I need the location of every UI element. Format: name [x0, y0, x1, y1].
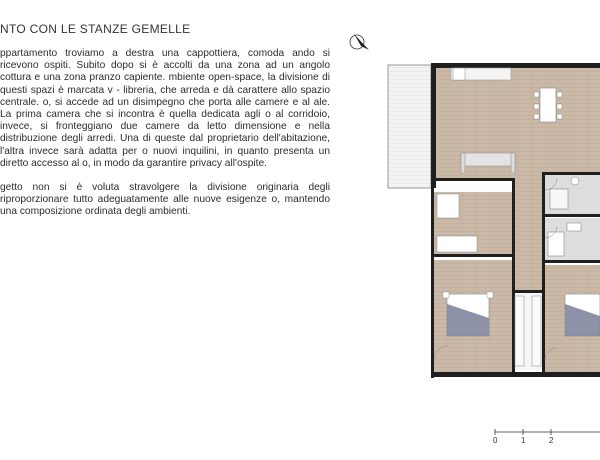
- wardrobe: [515, 296, 524, 366]
- floor-plan: [385, 60, 600, 380]
- wall: [431, 63, 436, 188]
- wardrobe: [532, 296, 541, 366]
- description: [0, 48, 330, 219]
- living-area-floor: [435, 68, 600, 178]
- scale-bar: [485, 425, 600, 455]
- nightstand: [443, 292, 449, 298]
- scale-label: 0: [493, 436, 498, 445]
- scale-label: 2: [549, 436, 554, 445]
- wall: [431, 63, 600, 68]
- study-desk: [437, 194, 459, 218]
- sofa-arm: [461, 153, 465, 173]
- wall: [542, 172, 545, 372]
- wall: [545, 172, 600, 175]
- wall: [431, 372, 600, 377]
- description-paragraph: ppartamento troviamo a destra una cappottiera, comoda ando si ricevono ospiti. Subito dopo si è accolti da una zona ad un angolo cottura e una zona pranzo capiente. mbiente open-space, la divisione di questi spazi è marcata v - libreria, che arreda e dà carattere allo spazio centrale. o, si accede ad un disimpegno che porta alle camere e al ale. La prima camera che si incontra è quella dedicata agli o al corridoio, invece, si fronteggiano due camere da letto dimensione e nella distribuzione degli arredi. Una di queste dal proprietario dell'abitazione, l'altra invece sarà adatta per o nuovi inquilini, in quanto presenta un diretto accesso al o, in modo da garantire privacy all'ospite.: [0, 48, 330, 169]
- terrace: [388, 65, 431, 188]
- bathtub: [548, 232, 564, 256]
- wall: [545, 214, 600, 217]
- sink: [567, 223, 581, 231]
- wall: [434, 254, 512, 257]
- corridor-floor: [515, 178, 545, 293]
- chair: [557, 104, 562, 109]
- toilet: [571, 177, 579, 185]
- study-shelf: [437, 236, 477, 252]
- page-title: NTO CON LE STANZE GEMELLE: [0, 22, 191, 36]
- chair: [534, 104, 539, 109]
- chair: [557, 92, 562, 97]
- wall: [431, 188, 434, 378]
- shower: [550, 189, 568, 209]
- chair: [534, 114, 539, 119]
- wall: [515, 290, 542, 293]
- dining-table: [540, 88, 556, 122]
- sofa-arm: [511, 153, 515, 173]
- compass-circle: [350, 35, 364, 49]
- chair: [557, 114, 562, 119]
- chair: [534, 92, 539, 97]
- nightstand: [487, 292, 493, 298]
- kitchen-island: [453, 68, 465, 80]
- sofa: [461, 153, 515, 166]
- scale-label: 1: [521, 436, 526, 445]
- wall: [512, 178, 515, 372]
- wall: [431, 178, 515, 181]
- wall: [545, 260, 600, 263]
- description-paragraph: getto non si è voluta stravolgere la divisione originaria degli riproporzionare tutto adeguatamente alle nuove esigenze o, mantendo una composizione ordinata degli ambienti.: [0, 182, 330, 218]
- north-arrow-icon: [345, 28, 377, 56]
